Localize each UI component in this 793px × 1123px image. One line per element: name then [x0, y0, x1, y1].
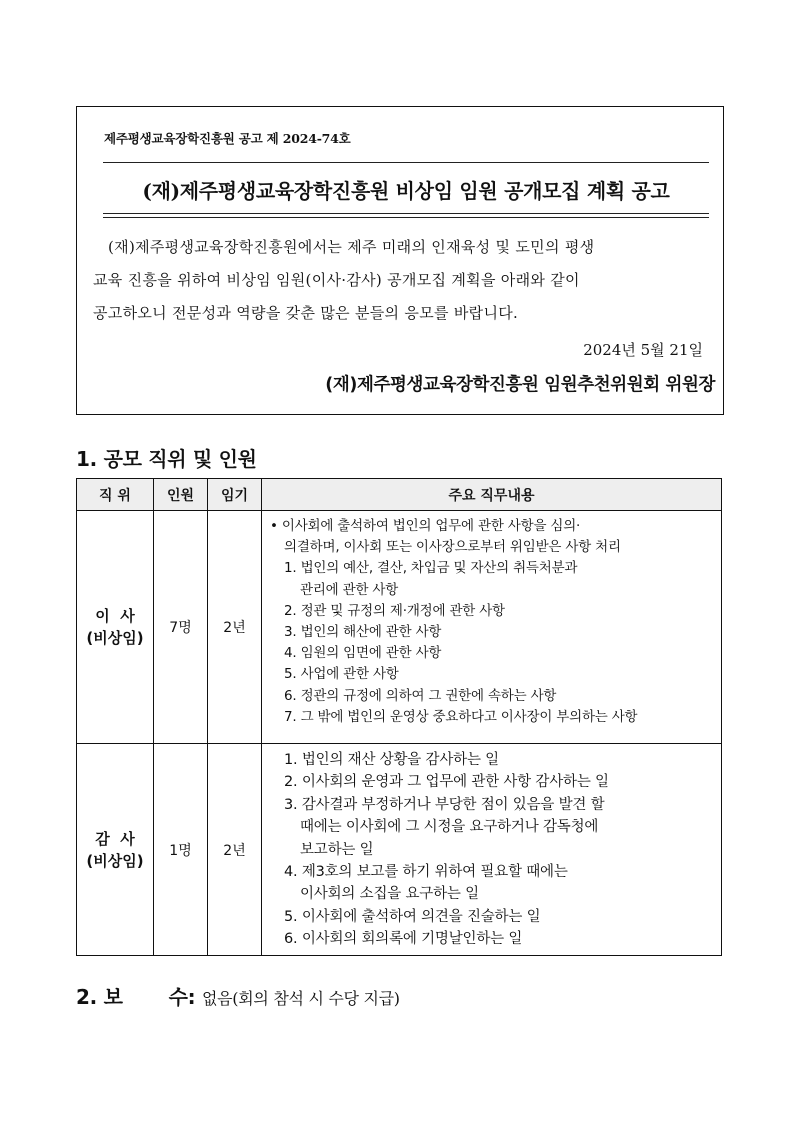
count-cell: 1명: [154, 744, 208, 956]
notice-signer: (재)제주평생교육장학진흥원 임원추천위원회 위원장: [325, 375, 715, 395]
double-divider: [103, 213, 709, 218]
duty-line: 보고하는 일: [300, 841, 374, 858]
body-line: 교육 진흥을 위하여 비상임 임원(이사·감사) 공개모집 계획을 아래와 같이: [93, 271, 580, 289]
notice-date: 2024년 5월 21일: [583, 341, 703, 359]
duty-line: 3. 감사결과 부정하거나 부당한 점이 있음을 발견 할: [284, 796, 605, 813]
position-cell: [77, 744, 154, 956]
duty-line: 이사회의 소집을 요구하는 일: [300, 886, 479, 903]
divider: [103, 162, 709, 163]
duty-line: 5. 사업에 관한 사항: [284, 666, 399, 683]
duty-line: 1. 법인의 예산, 결산, 차입금 및 자산의 취득처분과: [284, 560, 578, 577]
table-row: [77, 744, 722, 956]
compensation-label-a: 2. 보: [76, 985, 123, 1009]
duty-line: 관리에 관한 사항: [300, 581, 399, 598]
notice-title: (재)제주평생교육장학진흥원 비상임 임원 공개모집 계획 공고: [142, 179, 670, 203]
duty-line: 때에는 이사회에 그 시정을 요구하거나 감독청에: [300, 819, 599, 836]
term-cell: 2년: [208, 511, 262, 744]
body-line: (재)제주평생교육장학진흥원에서는 제주 미래의 인재육성 및 도민의 평생: [108, 238, 595, 256]
duties-cell: [262, 744, 722, 956]
duty-line: 6. 정관의 규정에 의하여 그 권한에 속하는 사항: [284, 687, 557, 704]
body-line: 공고하오니 전문성과 역량을 갖춘 많은 분들의 응모를 바랍니다.: [93, 304, 519, 322]
duty-line: 4. 임원의 임면에 관한 사항: [284, 645, 442, 662]
header-term: 임기: [208, 479, 262, 511]
duty-line: 의결하며, 이사회 또는 이사장으로부터 위임받은 사항 처리: [284, 539, 621, 556]
position-name: 이 사: [95, 607, 135, 625]
section-title-positions: 1. 공모 직위 및 인원: [76, 447, 257, 471]
duty-line: 1. 법인의 재산 상황을 감사하는 일: [284, 752, 499, 768]
position-name: 감 사: [95, 829, 135, 848]
header-duties: 주요 직무내용: [262, 479, 722, 511]
duty-line: 4. 제3호의 보고를 하기 위하여 필요할 때에는: [284, 864, 568, 881]
duty-line: 7. 그 밖에 법인의 운영상 중요하다고 이사장이 부의하는 사항: [284, 708, 638, 725]
position-cell: [77, 511, 154, 744]
duty-line: 5. 이사회에 출석하여 의견을 진술하는 일: [284, 908, 541, 925]
count-cell: 7명: [154, 511, 208, 744]
duty-line: 3. 법인의 해산에 관한 사항: [284, 624, 442, 641]
compensation-value: 없음(회의 참석 시 수당 지급): [202, 989, 400, 1008]
notice-number: 제주평생교육장학진흥원 공고 제 2024-74호: [104, 131, 351, 146]
duty-line: 2. 정관 및 규정의 제·개정에 관한 사항: [284, 602, 505, 619]
position-type: (비상임): [86, 629, 144, 647]
table-header-row: [77, 479, 722, 511]
notice-body: [93, 231, 705, 330]
duty-line: 6. 이사회의 회의록에 기명날인하는 일: [284, 931, 523, 948]
notice-box: [76, 106, 724, 415]
term-cell: 2년: [208, 744, 262, 956]
section-title-compensation: [76, 981, 400, 1010]
duties-cell: [262, 511, 722, 744]
header-position: 직 위: [77, 479, 154, 511]
compensation-label-b: 수:: [168, 985, 196, 1009]
positions-table: [76, 478, 722, 956]
duty-line: 2. 이사회의 운영과 그 업무에 관한 사항 감사하는 일: [284, 774, 609, 791]
duty-line: • 이사회에 출석하여 법인의 업무에 관한 사항을 심의·: [270, 518, 581, 534]
position-type: (비상임): [86, 851, 144, 870]
header-count: 인원: [154, 479, 208, 511]
table-row: [77, 511, 722, 744]
